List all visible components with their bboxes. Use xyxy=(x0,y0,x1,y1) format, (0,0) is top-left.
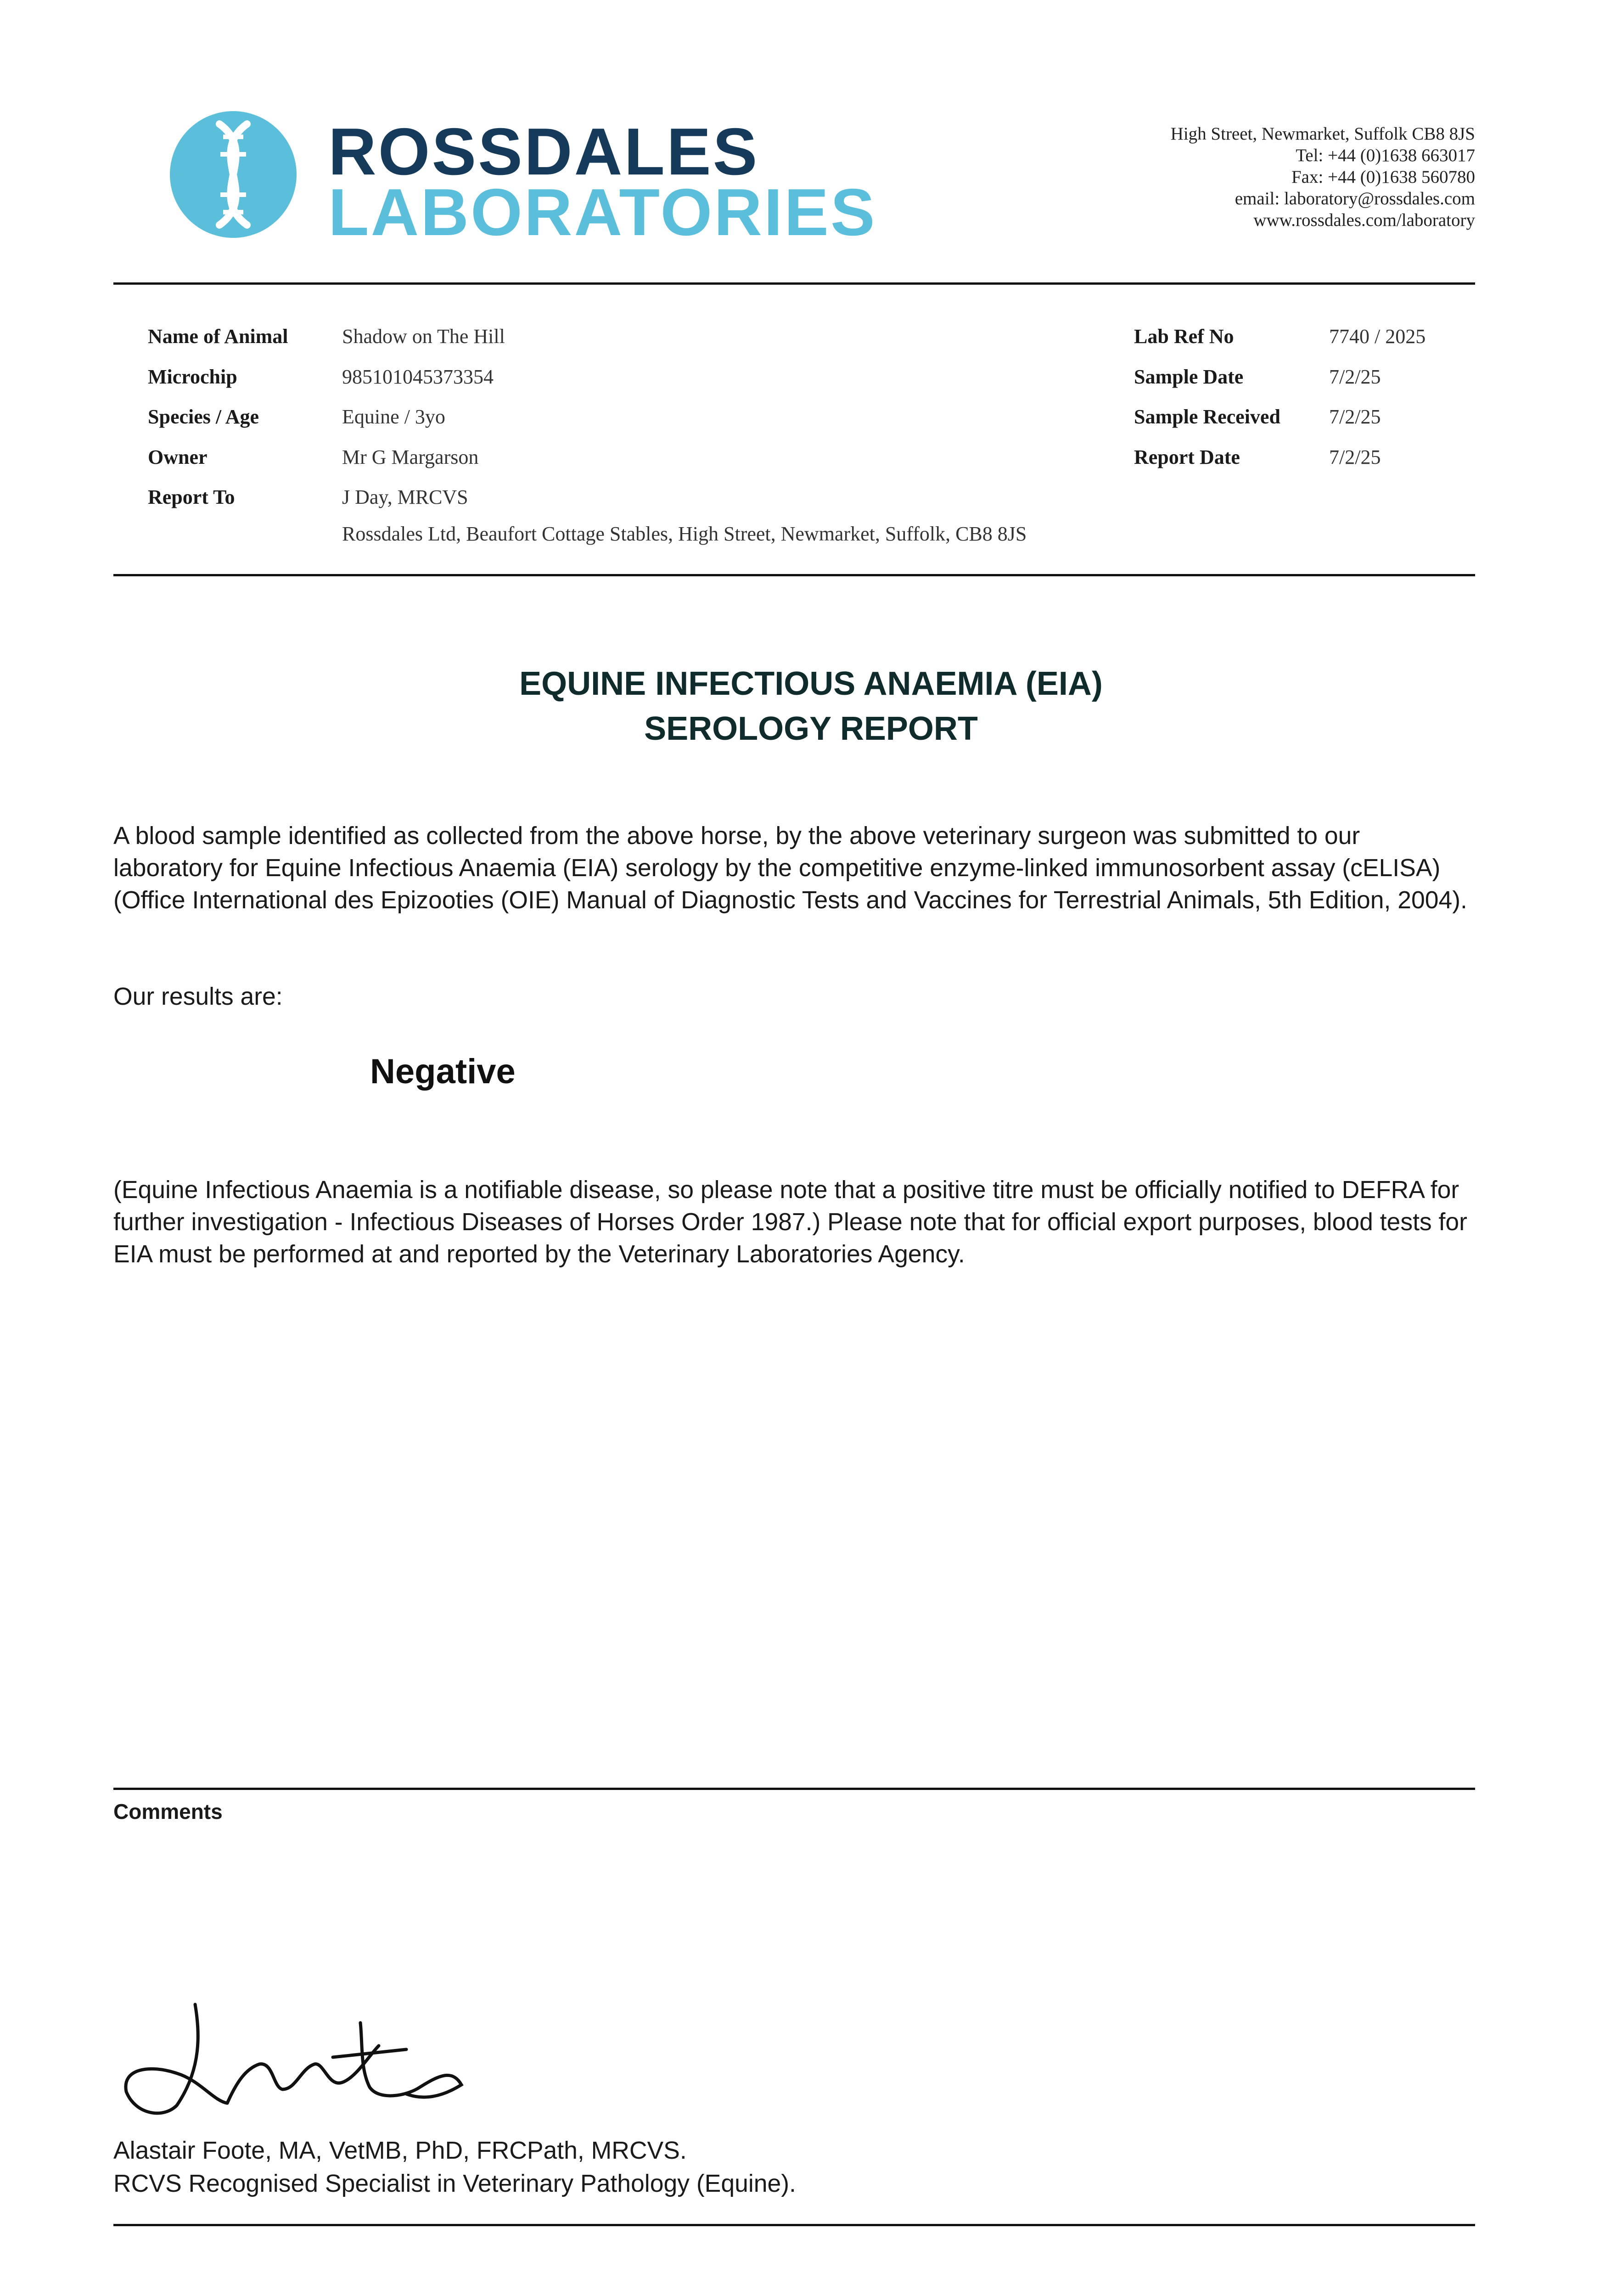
comments-label: Comments xyxy=(113,1800,223,1823)
report-title-line1: EQUINE INFECTIOUS ANAEMIA (EIA) xyxy=(519,665,1103,702)
report-title-line2: SEROLOGY REPORT xyxy=(644,710,978,747)
owner-value: Mr G Margarson xyxy=(342,446,479,468)
sample-received-value: 7/2/25 xyxy=(1329,405,1381,428)
signatory-title: RCVS Recognised Specialist in Veterinary Pathology (Equine). xyxy=(113,2170,796,2197)
signatory-name: Alastair Foote, MA, VetMB, PhD, FRCPath, MRCVS. xyxy=(113,2137,687,2164)
details-divider xyxy=(113,574,1475,576)
brand-name-line1: ROSSDALES xyxy=(328,114,759,189)
comments-divider xyxy=(113,1788,1475,1790)
brand-name-line2: LABORATORIES xyxy=(328,175,877,249)
contact-fax: Fax: +44 (0)1638 560780 xyxy=(1291,167,1475,187)
name-of-animal-label: Name of Animal xyxy=(148,325,288,348)
header-divider xyxy=(113,282,1475,285)
species-age-label: Species / Age xyxy=(148,405,259,428)
contact-web: www.rossdales.com/laboratory xyxy=(1253,210,1475,230)
intro-paragraph: A blood sample identified as collected from the above horse, by the above veterinary surgeon was submitted to our laboratory for Equine Infectious Anaemia (EIA) serology by the competitive enzyme-linked immunosorbent assay (cELISA) (Office International des Epizooties (OIE) Manual of Diagnostic Tests and Vaccines for Terrestrial Animals, 5th Edition, 2004). xyxy=(113,822,1467,914)
sample-received-label: Sample Received xyxy=(1134,405,1280,428)
contact-address: High Street, Newmarket, Suffolk CB8 8JS xyxy=(1170,124,1475,144)
result-value: Negative xyxy=(370,1052,516,1091)
microchip-value: 985101045373354 xyxy=(342,366,494,388)
contact-email: email: laboratory@rossdales.com xyxy=(1235,189,1475,208)
owner-label: Owner xyxy=(148,446,208,468)
sample-date-label: Sample Date xyxy=(1134,366,1244,388)
report-to-address: Rossdales Ltd, Beaufort Cottage Stables, High Street, Newmarket, Suffolk, CB8 8JS xyxy=(342,523,1027,545)
contact-tel: Tel: +44 (0)1638 663017 xyxy=(1296,146,1475,165)
footer-divider xyxy=(113,2224,1475,2226)
contact-block xyxy=(1171,123,1475,231)
signatory-block xyxy=(113,2134,796,2200)
report-date-value: 7/2/25 xyxy=(1329,446,1381,468)
microchip-label: Microchip xyxy=(148,366,237,388)
signature-image xyxy=(122,1995,471,2124)
sample-date-value: 7/2/25 xyxy=(1329,366,1381,388)
lab-ref-value: 7740 / 2025 xyxy=(1329,325,1426,348)
notifiable-note: (Equine Infectious Anaemia is a notifiable disease, so please note that a positive titre must be officially notified to DEFRA for further investigation - Infectious Diseases of Horses Order 1987.) Please note that for official export purposes, blood tests for EIA must be performed at and reported by the Veterinary Laboratories Agency. xyxy=(113,1176,1467,1268)
dna-helix-icon xyxy=(169,110,297,239)
lab-ref-label: Lab Ref No xyxy=(1134,325,1234,348)
report-date-label: Report Date xyxy=(1134,446,1240,468)
report-to-value: J Day, MRCVS xyxy=(342,486,468,508)
results-intro: Our results are: xyxy=(113,983,283,1010)
name-of-animal-value: Shadow on The Hill xyxy=(342,325,505,348)
species-age-value: Equine / 3yo xyxy=(342,405,445,428)
report-to-label: Report To xyxy=(148,486,235,508)
